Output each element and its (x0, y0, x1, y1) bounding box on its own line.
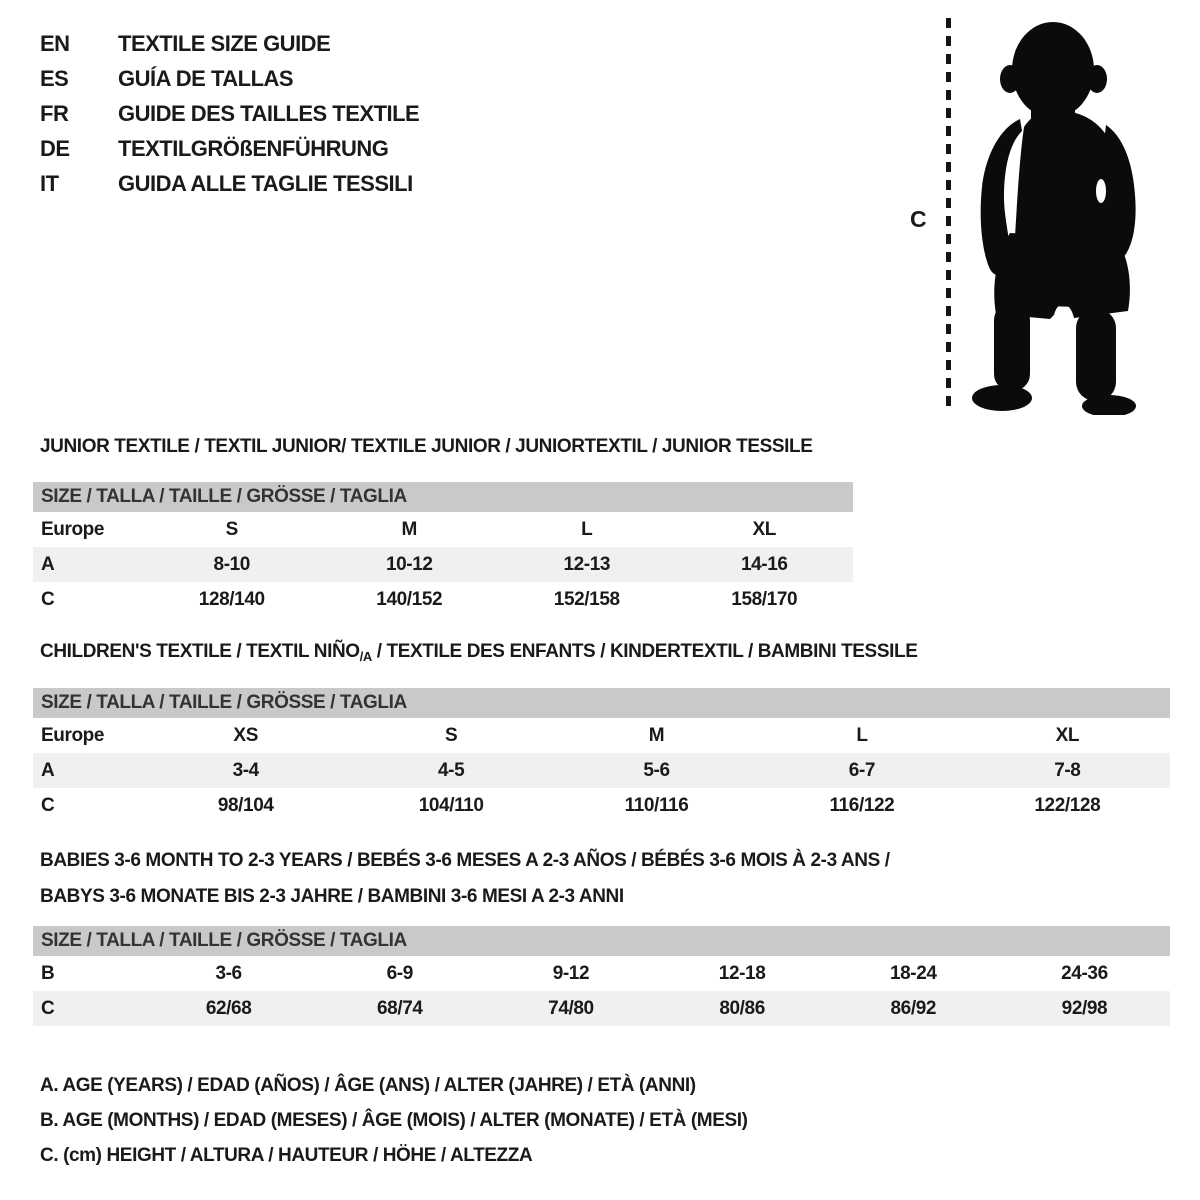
babies-heading-line1: BABIES 3-6 MONTH TO 2-3 YEARS / BEBÉS 3-6 MESES A 2-3 AÑOS / BÉBÉS 3-6 MOIS À 2-3 ANS / (40, 850, 890, 871)
height-measure-label: C (910, 206, 927, 232)
size-cell: L (856, 724, 868, 746)
junior-section-heading: JUNIOR TEXTILE / TEXTIL JUNIOR/ TEXTILE JUNIOR / JUNIORTEXTIL / JUNIOR TESSILE (40, 436, 813, 457)
language-row-fr (40, 96, 419, 131)
language-code: EN (40, 30, 70, 56)
row-label-b: B (41, 962, 55, 984)
size-cell: M (401, 518, 417, 540)
height-cell: 98/104 (217, 794, 274, 816)
size-cell: L (581, 518, 593, 540)
height-cell: 122/128 (1034, 794, 1101, 816)
measurement-legend (40, 1068, 748, 1173)
guide-title-de: TEXTILGRÖßENFÜHRUNG (118, 135, 389, 161)
table-row (33, 547, 853, 582)
table-row (33, 582, 853, 617)
row-label-europe: Europe (41, 518, 105, 540)
language-title-list (40, 26, 419, 201)
height-cell: 74/80 (548, 997, 594, 1019)
size-cell: XS (233, 724, 258, 746)
size-cell: XL (1055, 724, 1080, 746)
row-label-a: A (41, 553, 55, 575)
row-label-europe: Europe (41, 724, 105, 746)
size-cell: S (225, 518, 238, 540)
height-cell: 116/122 (829, 794, 895, 816)
height-cell: 158/170 (731, 588, 798, 610)
toddler-silhouette-icon (958, 15, 1158, 415)
age-cell: 12-13 (563, 553, 611, 575)
row-label-c: C (41, 588, 55, 610)
table-row (33, 788, 1170, 823)
height-cell: 92/98 (1061, 997, 1108, 1019)
height-cell: 152/158 (553, 588, 620, 610)
age-months-cell: 9-12 (552, 962, 590, 984)
height-cell: 68/74 (376, 997, 423, 1019)
language-row-en (40, 26, 419, 61)
age-cell: 5-6 (643, 759, 670, 781)
children-heading-prefix: CHILDREN'S TEXTILE / TEXTIL NIÑO (40, 641, 360, 662)
age-cell: 4-5 (437, 759, 465, 781)
children-heading-subscript: /A (359, 649, 372, 664)
height-cell: 86/92 (890, 997, 937, 1019)
row-label-a: A (41, 759, 55, 781)
babies-size-header-bar: SIZE / TALLA / TAILLE / GRÖSSE / TAGLIA (33, 926, 1170, 956)
age-months-cell: 24-36 (1061, 962, 1108, 984)
height-cell: 62/68 (205, 997, 252, 1019)
guide-title-en: TEXTILE SIZE GUIDE (118, 30, 331, 56)
table-row (33, 956, 1170, 991)
age-cell: 7-8 (1054, 759, 1081, 781)
babies-size-table (33, 926, 1170, 1026)
guide-title-it: GUIDA ALLE TAGLIE TESSILI (118, 170, 413, 196)
age-cell: 3-4 (232, 759, 259, 781)
age-cell: 10-12 (385, 553, 433, 575)
height-cell: 80/86 (719, 997, 765, 1019)
babies-section-heading (40, 843, 890, 915)
language-code: ES (40, 65, 69, 91)
size-cell: S (444, 724, 458, 746)
size-cell: M (648, 724, 665, 746)
size-cell: XL (752, 518, 776, 540)
age-cell: 14-16 (740, 553, 788, 575)
language-code: IT (40, 170, 59, 196)
language-code: FR (40, 100, 69, 126)
guide-title-es: GUÍA DE TALLAS (118, 65, 294, 91)
row-label-c: C (41, 997, 55, 1019)
legend-line-c: C. (cm) HEIGHT / ALTURA / HAUTEUR / HÖHE / ALTEZZA (40, 1144, 533, 1166)
height-cell: 128/140 (198, 588, 265, 610)
language-row-it (40, 166, 419, 201)
babies-heading-line2: BABYS 3-6 MONATE BIS 2-3 JAHRE / BAMBINI 3-6 MESI A 2-3 ANNI (40, 886, 624, 907)
legend-line-a: A. AGE (YEARS) / EDAD (AÑOS) / ÂGE (ANS) / ALTER (JAHRE) / ETÀ (ANNI) (40, 1074, 696, 1096)
language-row-de (40, 131, 419, 166)
legend-line-b: B. AGE (MONTHS) / EDAD (MESES) / ÂGE (MOIS) / ALTER (MONATE) / ETÀ (MESI) (40, 1109, 748, 1131)
age-months-cell: 6-9 (386, 962, 413, 984)
age-cell: 8-10 (213, 553, 250, 575)
age-cell: 6-7 (848, 759, 876, 781)
children-size-table (33, 688, 1170, 823)
table-row (33, 718, 1170, 753)
height-cell: 110/116 (624, 794, 689, 816)
height-cell: 104/110 (418, 794, 484, 816)
junior-size-table (33, 482, 853, 617)
row-label-c: C (41, 794, 55, 816)
table-row (33, 991, 1170, 1026)
children-size-header-bar: SIZE / TALLA / TAILLE / GRÖSSE / TAGLIA (33, 688, 1170, 718)
height-cell: 140/152 (376, 588, 443, 610)
children-heading-suffix: / TEXTILE DES ENFANTS / KINDERTEXTIL / BAMBINI TESSILE (371, 641, 918, 662)
junior-size-header-bar: SIZE / TALLA / TAILLE / GRÖSSE / TAGLIA (33, 482, 853, 512)
height-measure-dashed-line (946, 18, 951, 414)
children-section-heading (40, 641, 917, 664)
language-code: DE (40, 135, 70, 161)
guide-title-fr: GUIDE DES TAILLES TEXTILE (118, 100, 420, 126)
age-months-cell: 3-6 (215, 962, 242, 984)
table-row (33, 753, 1170, 788)
age-months-cell: 18-24 (889, 962, 937, 984)
table-row (33, 512, 853, 547)
age-months-cell: 12-18 (718, 962, 766, 984)
language-row-es (40, 61, 419, 96)
